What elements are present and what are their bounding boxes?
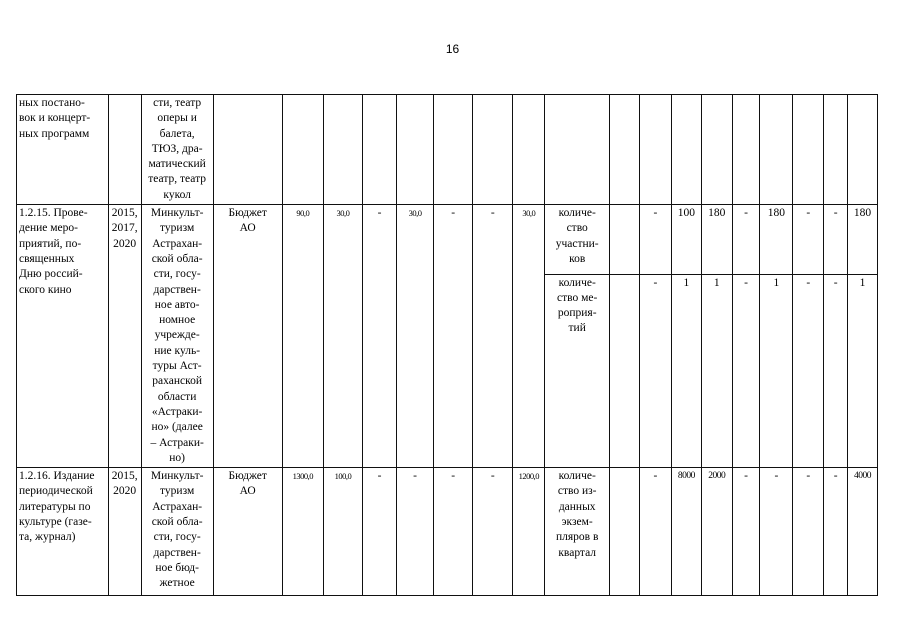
- funding-2019-cell: -: [473, 468, 513, 596]
- indicator-value-cell: -: [639, 274, 671, 468]
- table-row: [17, 468, 878, 596]
- indicator-label-cell: количе- ство из- данных экзем- пляров в квартал: [545, 468, 610, 596]
- years-cell: 2015, 2020: [108, 468, 141, 596]
- funding-2020-cell: 30,0: [513, 205, 545, 468]
- indicator-value-cell: 1: [847, 274, 877, 468]
- funding-2020-cell: 1200,0: [513, 468, 545, 596]
- indicator-value-cell: 4000: [847, 468, 877, 596]
- funding-total-cell: 90,0: [282, 205, 323, 468]
- indicator-value-cell: -: [732, 205, 760, 275]
- funding-source-cell: Бюджет АО: [213, 468, 282, 596]
- funding-2019-cell: -: [473, 205, 513, 468]
- funding-2018-cell: -: [434, 205, 473, 468]
- indicator-value-cell: 8000: [671, 468, 701, 596]
- funding-2017-cell: 30,0: [396, 205, 433, 468]
- funding-2015-cell: 30,0: [323, 205, 362, 468]
- indicator-value-cell: 180: [847, 205, 877, 275]
- indicator-value-cell: -: [639, 205, 671, 275]
- indicator-value-cell: -: [793, 205, 824, 275]
- funding-2015-cell: 100,0: [323, 468, 362, 596]
- indicator-value-cell: -: [732, 274, 760, 468]
- page-number: 16: [445, 42, 460, 56]
- indicator-value-cell: 1: [701, 274, 732, 468]
- table-row: [17, 205, 878, 275]
- indicator-value-cell: -: [824, 205, 848, 275]
- indicator-value-cell: 1: [760, 274, 793, 468]
- funding-2016-cell: -: [363, 468, 397, 596]
- funding-2016-cell: -: [363, 205, 397, 468]
- funding-2018-cell: -: [434, 468, 473, 596]
- indicator-label-cell: количе- ство участни- ков: [545, 205, 610, 275]
- funding-source-cell: Бюджет АО: [213, 205, 282, 468]
- indicator-value-cell: -: [824, 274, 848, 468]
- indicator-value-cell: [610, 274, 640, 468]
- indicator-value-cell: 100: [671, 205, 701, 275]
- indicator-value-cell: -: [760, 468, 793, 596]
- indicator-value-cell: -: [793, 468, 824, 596]
- table-row: [17, 95, 878, 205]
- indicator-value-cell: [610, 205, 640, 275]
- indicator-value-cell: 2000: [701, 468, 732, 596]
- indicator-value-cell: 180: [760, 205, 793, 275]
- indicator-value-cell: [610, 468, 640, 596]
- years-cell: 2015, 2017, 2020: [108, 205, 141, 468]
- executor-cell: Минкульт- туризм Астрахан- ской обла- сти, госу- дарствен- ное авто- номное учрежде- ние куль- туры Аст- раханской области «Астраки- но» (далее – Астраки- но): [141, 205, 213, 468]
- indicator-value-cell: -: [793, 274, 824, 468]
- indicator-value-cell: 180: [701, 205, 732, 275]
- measure-name-cell: 1.2.15. Прове- дение меро- приятий, по- священных Дню россий- ского кино: [17, 205, 109, 468]
- indicator-value-cell: 1: [671, 274, 701, 468]
- executor-cell: сти, театр оперы и балета, ТЮЗ, дра- матический театр, театр кукол: [141, 95, 213, 205]
- funding-total-cell: 1300,0: [282, 468, 323, 596]
- funding-2017-cell: -: [396, 468, 433, 596]
- measure-name-cell: ных постано- вок и концерт- ных программ: [17, 95, 109, 205]
- program-table: [16, 94, 878, 596]
- measure-name-cell: 1.2.16. Издание периодической литературы по культуре (газе- та, журнал): [17, 468, 109, 596]
- indicator-label-cell: количе- ство ме- роприя- тий: [545, 274, 610, 468]
- indicator-value-cell: -: [639, 468, 671, 596]
- indicator-value-cell: -: [824, 468, 848, 596]
- indicator-value-cell: -: [732, 468, 760, 596]
- executor-cell: Минкульт- туризм Астрахан- ской обла- сти, госу- дарствен- ное бюд- жетное: [141, 468, 213, 596]
